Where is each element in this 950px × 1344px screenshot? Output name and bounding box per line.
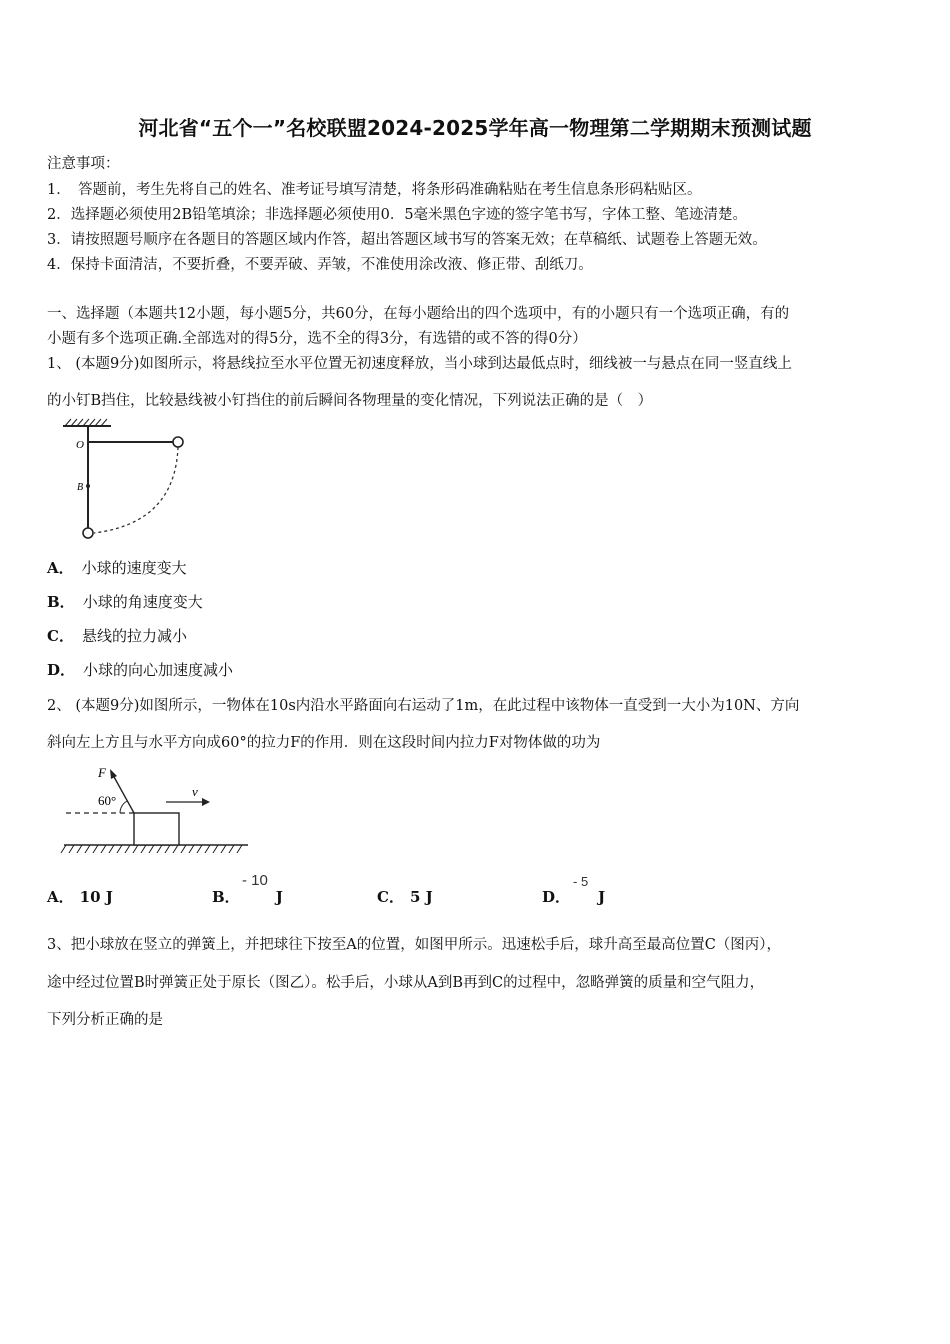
option-text: 小球的向心加速度减小	[83, 661, 234, 679]
option-c[interactable]	[377, 886, 433, 907]
option-key: B．	[212, 888, 240, 906]
question-1-stem: 1、 (本题9分)如图所示，将悬线拉至水平位置无初速度释放，当小球到达最低点时，细线被一与悬点在同一竖直线上	[47, 356, 792, 372]
force-block-figure	[58, 760, 258, 860]
notice-item: 2．选择题必须使用2B铅笔填涂；非选择题必须使用0．5毫米黑色字迹的签字笔书写，字体工整、笔迹清楚。	[47, 207, 748, 223]
velocity-v-label: v	[192, 784, 198, 799]
force-f-label: F	[98, 765, 106, 780]
option-key: D．	[47, 661, 76, 679]
option-key: B．	[47, 593, 75, 611]
notice-item: 1． 答题前，考生先将自己的姓名、准考证号填写清楚，将条形码准确粘贴在考生信息条形码粘贴区。	[47, 182, 702, 198]
notice-item: 4．保持卡面清洁，不要折叠，不要弄破、弄皱，不准使用涂改液、修正带、刮纸刀。	[47, 257, 593, 273]
notice-heading: 注意事项：	[47, 156, 120, 172]
option-key: D．	[542, 888, 571, 906]
option-key: A．	[47, 888, 74, 906]
point-o-label: O	[76, 439, 84, 451]
option-b-exponent: - 10	[242, 872, 268, 889]
option-text: J	[598, 888, 606, 906]
option-text: 小球的速度变大	[81, 559, 187, 577]
question-3-stem: 3、把小球放在竖立的弹簧上，并把球往下按至A的位置，如图甲所示。迅速松手后，球升高至最高位置C（图丙），	[47, 937, 782, 953]
option-text: J	[275, 888, 283, 906]
pendulum-figure	[55, 418, 205, 546]
option-text: 悬线的拉力减小	[81, 627, 187, 645]
option-text: 10 J	[79, 888, 113, 906]
question-3-stem: 途中经过位置B时弹簧正处于原长（图乙）。松手后，小球从A到B再到C的过程中，忽略弹簧的质量和空气阻力，	[47, 975, 765, 991]
option-key: A．	[47, 559, 74, 577]
question-3-stem: 下列分析正确的是	[47, 1012, 163, 1028]
section-heading-line: 一、选择题（本题共12小题，每小题5分，共60分，在每小题给出的四个选项中，有的小题只有一个选项正确，有的	[47, 306, 790, 322]
option-key: C．	[47, 627, 74, 645]
option-d-exponent: - 5	[573, 874, 589, 889]
section-heading-line: 小题有多个选项正确.全部选对的得5分，选不全的得3分，有选错的或不答的得0分）	[47, 331, 587, 347]
option-a[interactable]	[47, 886, 113, 907]
question-1-stem: 的小钉B挡住，比较悬线被小钉挡住的前后瞬间各物理量的变化情况，下列说法正确的是（ ）	[47, 393, 653, 409]
point-b-label: B	[77, 482, 84, 493]
option-b[interactable]	[212, 886, 283, 907]
notice-item: 3．请按照题号顺序在各题目的答题区域内作答，超出答题区域书写的答案无效；在草稿纸、试题卷上答题无效。	[47, 232, 767, 248]
option-d[interactable]	[542, 886, 605, 907]
option-text: 小球的角速度变大	[82, 593, 203, 611]
question-2-stem: 斜向左上方且与水平方向成60°的拉力F的作用．则在这段时间内拉力F对物体做的功为	[47, 735, 601, 751]
option-text: 5 J	[409, 888, 433, 906]
option-d[interactable]	[47, 659, 233, 680]
option-a[interactable]	[47, 557, 187, 578]
page-title: 河北省“五个一”名校联盟2024-2025学年高一物理第二学期期末预测试题	[138, 116, 812, 140]
option-c[interactable]	[47, 625, 187, 646]
option-b[interactable]	[47, 591, 203, 612]
option-key: C．	[377, 888, 404, 906]
angle-label: 60°	[98, 793, 117, 808]
question-2-stem: 2、 (本题9分)如图所示，一物体在10s内沿水平路面向右运动了1m，在此过程中该物体一直受到一大小为10N、方向	[47, 698, 800, 714]
